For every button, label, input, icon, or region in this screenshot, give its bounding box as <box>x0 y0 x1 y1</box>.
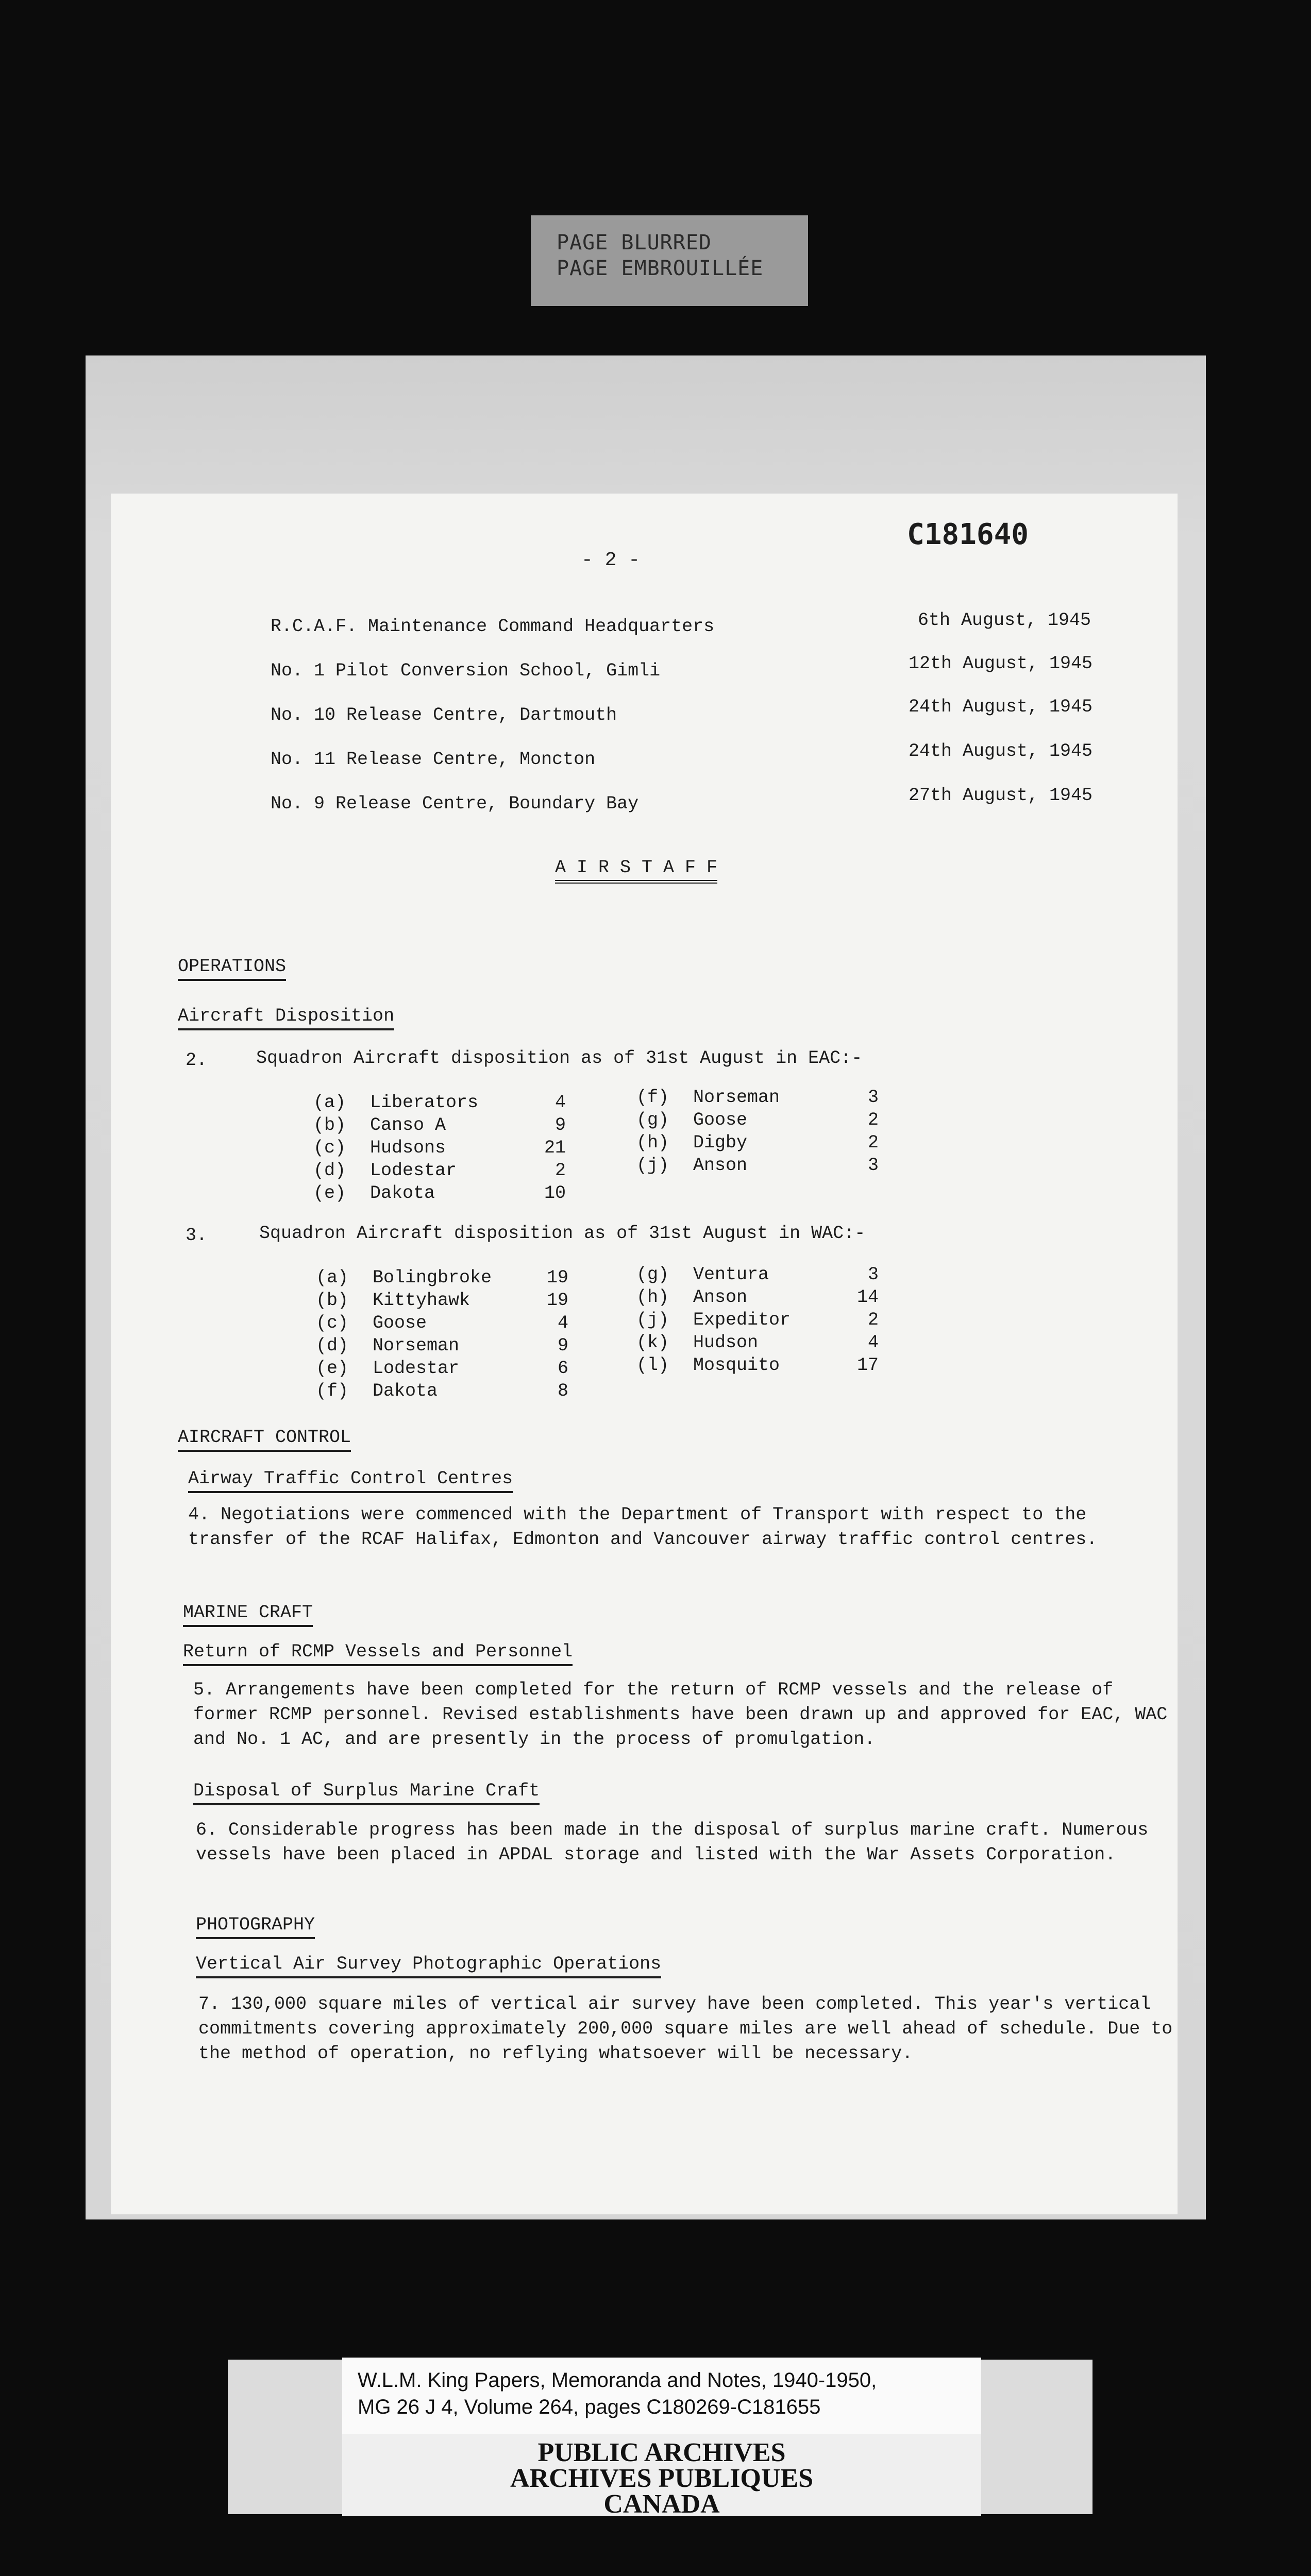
collection-line: MG 26 J 4, Volume 264, pages C180269-C181655 <box>358 2396 821 2418</box>
paragraph-text: Squadron Aircraft disposition as of 31st August in EAC:- <box>256 1048 863 1069</box>
row-letter: (d) <box>313 1160 346 1181</box>
aircraft-disposition-heading: Aircraft Disposition <box>178 1005 394 1030</box>
row-letter: (b) <box>313 1115 346 1136</box>
aircraft-count: 6 <box>557 1358 568 1379</box>
aircraft-type: Bolingbroke <box>373 1267 492 1288</box>
aircraft-type: Expeditor <box>693 1310 791 1330</box>
aircraft-type: Mosquito <box>693 1355 780 1376</box>
archives-line: PUBLIC ARCHIVES <box>537 2438 786 2467</box>
unit-line: No. 1 Pilot Conversion School, Gimli <box>271 660 661 681</box>
aircraft-type: Goose <box>693 1110 748 1130</box>
row-letter: (j) <box>636 1310 669 1330</box>
aircraft-count: 3 <box>867 1087 879 1108</box>
aircraft-type: Dakota <box>373 1381 438 1401</box>
aircraft-count: 9 <box>557 1335 568 1356</box>
aircraft-type: Anson <box>693 1155 748 1176</box>
aircraft-type: Lodestar <box>373 1358 460 1379</box>
airstaff-heading: A I R S T A F F <box>555 856 717 884</box>
aircraft-count: 21 <box>544 1138 566 1158</box>
row-letter: (h) <box>636 1132 669 1153</box>
aircraft-count: 2 <box>867 1310 879 1330</box>
paragraph-4: 4. Negotiations were commenced with the Department of Transport with respect to the transfer of the RCAF Halifax, Edmonton and Vancouver airway traffic control centres. <box>188 1504 1098 1550</box>
row-letter: (a) <box>313 1092 346 1113</box>
unit-line: R.C.A.F. Maintenance Command Headquarters <box>271 616 715 637</box>
aircraft-type: Digby <box>693 1132 748 1153</box>
blur-notice-fr: PAGE EMBROUILLÉE <box>557 257 764 280</box>
aircraft-count: 4 <box>554 1092 566 1113</box>
row-letter: (b) <box>316 1290 349 1311</box>
collection-line: W.L.M. King Papers, Memoranda and Notes, 1940-1950, <box>358 2369 877 2392</box>
aircraft-count: 4 <box>867 1332 879 1353</box>
unit-date: 24th August, 1945 <box>909 741 1093 761</box>
row-letter: (c) <box>313 1138 346 1158</box>
marine-craft-heading: MARINE CRAFT <box>183 1601 313 1627</box>
aircraft-count: 4 <box>557 1313 568 1333</box>
blur-notice-label <box>531 215 808 306</box>
aircraft-control-heading: AIRCRAFT CONTROL <box>178 1426 351 1452</box>
aircraft-count: 19 <box>546 1290 568 1311</box>
disposal-heading: Disposal of Surplus Marine Craft <box>193 1780 540 1805</box>
aircraft-type: Canso A <box>370 1115 446 1136</box>
archives-stamp <box>342 2434 981 2519</box>
aircraft-count: 17 <box>856 1355 879 1376</box>
row-letter: (e) <box>313 1183 346 1204</box>
unit-date: 6th August, 1945 <box>918 610 1091 631</box>
collection-label <box>342 2358 981 2435</box>
rcmp-heading: Return of RCMP Vessels and Personnel <box>183 1640 573 1666</box>
aircraft-count: 2 <box>554 1160 566 1181</box>
unit-line: No. 10 Release Centre, Dartmouth <box>271 705 617 725</box>
row-letter: (a) <box>316 1267 349 1288</box>
archives-line: ARCHIVES PUBLIQUES <box>510 2464 814 2493</box>
row-letter: (k) <box>636 1332 669 1353</box>
reference-number: C181640 <box>907 518 1029 551</box>
aircraft-count: 2 <box>867 1110 879 1130</box>
aircraft-count: 19 <box>546 1267 568 1288</box>
unit-date: 27th August, 1945 <box>909 785 1093 806</box>
row-letter: (c) <box>316 1313 349 1333</box>
aircraft-type: Ventura <box>693 1264 769 1285</box>
document-page <box>111 494 1178 2214</box>
aircraft-count: 8 <box>557 1381 568 1401</box>
unit-date: 24th August, 1945 <box>909 697 1093 717</box>
aircraft-type: Liberators <box>370 1092 479 1113</box>
archives-line: CANADA <box>603 2489 720 2519</box>
paragraph-text: Squadron Aircraft disposition as of 31st August in WAC:- <box>259 1223 866 1244</box>
row-letter: (e) <box>316 1358 349 1379</box>
aircraft-type: Goose <box>373 1313 427 1333</box>
row-letter: (h) <box>636 1287 669 1308</box>
aircraft-type: Norseman <box>693 1087 780 1108</box>
unit-line: No. 9 Release Centre, Boundary Bay <box>271 793 639 814</box>
aircraft-count: 3 <box>867 1264 879 1285</box>
aircraft-count: 10 <box>544 1183 566 1204</box>
page-number: - 2 - <box>581 549 641 571</box>
aircraft-type: Hudson <box>693 1332 759 1353</box>
survey-heading: Vertical Air Survey Photographic Operations <box>196 1953 661 1978</box>
operations-heading: OPERATIONS <box>178 955 286 981</box>
row-letter: (f) <box>316 1381 349 1401</box>
blur-notice-en: PAGE BLURRED <box>557 231 712 255</box>
paragraph-7: 7. 130,000 square miles of vertical air survey have been completed. This year's vertical commitments covering approximately 200,000 square miles are well ahead of schedule. Due to the method of operation, no reflying whatsoever will be necessary. <box>198 1994 1173 2064</box>
airway-heading: Airway Traffic Control Centres <box>188 1467 513 1493</box>
paragraph-number: 2. <box>186 1050 208 1071</box>
aircraft-type: Dakota <box>370 1183 435 1204</box>
paragraph-6: 6. Considerable progress has been made in the disposal of surplus marine craft. Numerous vessels have been placed in APDAL storage and listed with the War Assets Corporation. <box>196 1820 1149 1865</box>
row-letter: (f) <box>636 1087 669 1108</box>
aircraft-count: 3 <box>867 1155 879 1176</box>
photography-heading: PHOTOGRAPHY <box>196 1913 315 1939</box>
row-letter: (j) <box>636 1155 669 1176</box>
aircraft-type: Norseman <box>373 1335 460 1356</box>
aircraft-type: Anson <box>693 1287 748 1308</box>
paragraph-number: 3. <box>186 1225 208 1246</box>
aircraft-type: Lodestar <box>370 1160 457 1181</box>
aircraft-type: Kittyhawk <box>373 1290 470 1311</box>
unit-line: No. 11 Release Centre, Moncton <box>271 749 596 770</box>
aircraft-count: 2 <box>867 1132 879 1153</box>
row-letter: (d) <box>316 1335 349 1356</box>
row-letter: (l) <box>636 1355 669 1376</box>
aircraft-count: 14 <box>856 1287 879 1308</box>
paragraph-5: 5. Arrangements have been completed for the return of RCMP vessels and the release of former RCMP personnel. Revised establishments have been drawn up and approved for EAC, WAC and No. 1 AC, and are presently in the process of promulgation. <box>193 1680 1168 1750</box>
row-letter: (g) <box>636 1264 669 1285</box>
unit-date: 12th August, 1945 <box>909 653 1093 674</box>
aircraft-count: 9 <box>554 1115 566 1136</box>
aircraft-type: Hudsons <box>370 1138 446 1158</box>
row-letter: (g) <box>636 1110 669 1130</box>
